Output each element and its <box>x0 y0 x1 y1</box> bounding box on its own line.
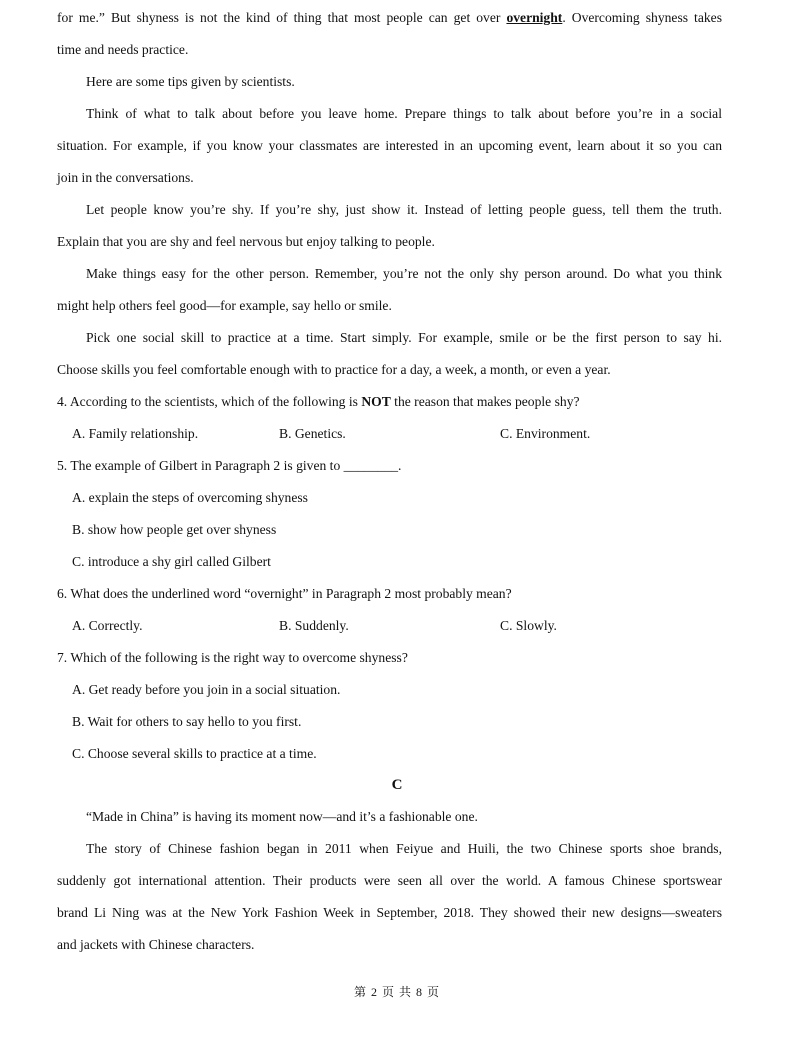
passage-b-line-1-before: for me.” But shyness is not the kind of thing that most people can get over <box>57 10 507 25</box>
tip3-line-1: Make things easy for the other person. Remember, you’re not the only shy person around. Do what you think <box>86 266 722 281</box>
keyword-overnight: overnight <box>506 10 563 25</box>
passage-c-p2-line-4: and jackets with Chinese characters. <box>57 937 255 952</box>
passage-c-p2-line-1: The story of Chinese fashion began in 2011 when Feiyue and Huili, the two Chinese sports shoe brands, <box>86 841 722 856</box>
question-4-option-c: C. Environment. <box>500 426 591 441</box>
question-6-option-a: A. Correctly. <box>72 618 143 633</box>
passage-c-p2-line-2: suddenly got international attention. Their products were seen all over the world. A famous Chinese sportswear <box>57 873 722 888</box>
question-4-stem-after: the reason that makes people shy? <box>390 394 580 409</box>
question-4-option-a: A. Family relationship. <box>72 426 199 441</box>
question-7-option-b: B. Wait for others to say hello to you first. <box>72 714 302 729</box>
tip1-line-2: situation. For example, if you know your classmates are interested in an upcoming event, learn about it so you can <box>57 138 722 153</box>
tip1-line-3: join in the conversations. <box>57 170 194 185</box>
question-7-option-a: A. Get ready before you join in a social situation. <box>72 682 341 697</box>
tip4-line-1: Pick one social skill to practice at a time. Start simply. For example, smile or be the first person to say hi. <box>86 330 722 345</box>
question-6-option-c: C. Slowly. <box>500 618 557 633</box>
question-5-option-a: A. explain the steps of overcoming shyness <box>72 490 308 505</box>
question-5-option-b: B. show how people get over shyness <box>72 522 277 537</box>
question-6-option-b: B. Suddenly. <box>279 618 349 633</box>
tip2-line-2: Explain that you are shy and feel nervous but enjoy talking to people. <box>57 234 435 249</box>
question-4-option-b: B. Genetics. <box>279 426 346 441</box>
tip4-line-2: Choose skills you feel comfortable enough with to practice for a day, a week, a month, or even a year. <box>57 362 611 377</box>
tip3-line-2: might help others feel good—for example, say hello or smile. <box>57 298 392 313</box>
question-7-option-c: C. Choose several skills to practice at a time. <box>72 746 317 761</box>
passage-c-p1: “Made in China” is having its moment now—and it’s a fashionable one. <box>86 809 478 824</box>
section-c-heading: C <box>391 777 403 793</box>
question-4-stem <box>57 392 722 412</box>
question-5-option-c: C. introduce a shy girl called Gilbert <box>72 554 271 569</box>
page-number-footer: 第 2 页 共 8 页 <box>353 985 440 999</box>
tips-intro: Here are some tips given by scientists. <box>86 74 295 89</box>
passage-c-p2-line-3: brand Li Ning was at the New York Fashion Week in September, 2018. They showed their new designs—sweaters <box>57 905 722 920</box>
question-6-stem: 6. What does the underlined word “overnight” in Paragraph 2 most probably mean? <box>57 586 512 601</box>
passage-b-line-2: time and needs practice. <box>57 42 189 57</box>
question-5-stem: 5. The example of Gilbert in Paragraph 2 is given to ________. <box>57 458 402 473</box>
passage-b-line-1-after: . Overcoming shyness takes <box>562 10 722 25</box>
question-7-stem: 7. Which of the following is the right way to overcome shyness? <box>57 650 408 665</box>
tip1-line-1: Think of what to talk about before you leave home. Prepare things to talk about before you’re in a social <box>86 106 722 121</box>
question-4-stem-before: 4. According to the scientists, which of the following is <box>57 394 362 409</box>
question-4-emphasis: NOT <box>361 394 391 409</box>
tip2-line-1: Let people know you’re shy. If you’re shy, just show it. Instead of letting people guess, tell them the truth. <box>86 202 722 217</box>
passage-b-line-1 <box>57 8 722 28</box>
